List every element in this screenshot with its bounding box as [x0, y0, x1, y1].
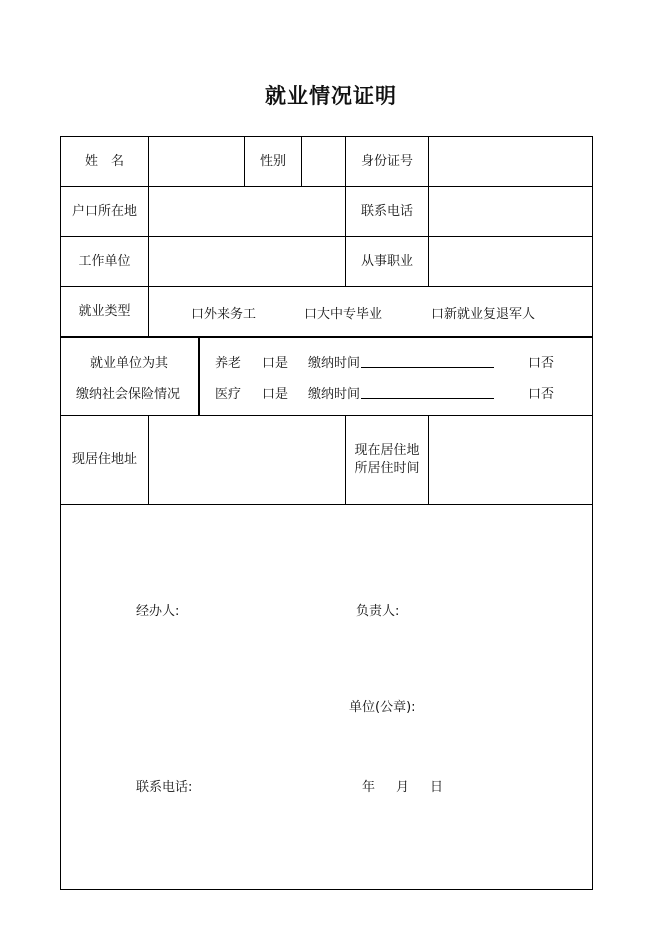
hukou-label: 户口所在地 — [71, 203, 137, 219]
pension-no-checkbox[interactable]: 口否 — [528, 356, 555, 371]
current-address-label: 现居住地址 — [71, 452, 137, 467]
id-number-field[interactable] — [429, 137, 592, 186]
phone-label: 联系电话 — [360, 203, 413, 219]
residence-duration-field[interactable] — [429, 416, 592, 504]
employment-type-label: 就业类型 — [78, 303, 131, 319]
occupation-field[interactable] — [429, 237, 592, 286]
option-veteran[interactable]: 口新就业复退军人 — [431, 307, 536, 322]
medical-no-checkbox[interactable]: 口否 — [528, 387, 555, 402]
date-year-label: 年 — [362, 780, 376, 795]
handler-label: 经办人: — [136, 604, 180, 619]
option-migrant-worker[interactable]: 口外来务工 — [191, 307, 257, 322]
footer-phone-label: 联系电话: — [136, 780, 193, 795]
pension-label: 养老 — [215, 356, 242, 371]
date-day-label: 日 — [430, 780, 444, 795]
phone-field[interactable] — [429, 187, 592, 236]
name-field[interactable] — [149, 137, 244, 186]
occupation-label: 从事职业 — [360, 253, 413, 269]
insurance-label-line1: 就业单位为其 — [90, 356, 169, 371]
current-address-field[interactable] — [149, 416, 345, 504]
date-month-label: 月 — [396, 780, 410, 795]
pension-time-field[interactable] — [361, 367, 494, 368]
option-graduate[interactable]: 口大中专毕业 — [304, 307, 383, 322]
work-unit-field[interactable] — [149, 237, 345, 286]
pension-yes-checkbox[interactable]: 口是 — [262, 356, 289, 371]
medical-time-label: 缴纳时间 — [308, 387, 361, 402]
unit-seal-label: 单位(公章): — [349, 700, 416, 715]
medical-label: 医疗 — [215, 387, 242, 402]
residence-duration-line2: 所居住时间 — [354, 461, 420, 476]
id-number-label: 身份证号 — [360, 153, 413, 169]
gender-label: 性别 — [259, 153, 286, 169]
work-unit-label: 工作单位 — [78, 253, 131, 269]
residence-duration-line1: 现在居住地 — [354, 443, 420, 458]
manager-label: 负责人: — [356, 604, 400, 619]
residence-duration-label — [346, 416, 428, 504]
hukou-field[interactable] — [149, 187, 345, 236]
name-label: 姓 名 — [84, 153, 124, 169]
insurance-label-line2: 缴纳社会保险情况 — [76, 387, 181, 402]
medical-time-field[interactable] — [361, 398, 494, 399]
gender-field[interactable] — [302, 137, 345, 186]
medical-yes-checkbox[interactable]: 口是 — [262, 387, 289, 402]
document-title: 就业情况证明 — [265, 84, 397, 108]
pension-time-label: 缴纳时间 — [308, 356, 361, 371]
